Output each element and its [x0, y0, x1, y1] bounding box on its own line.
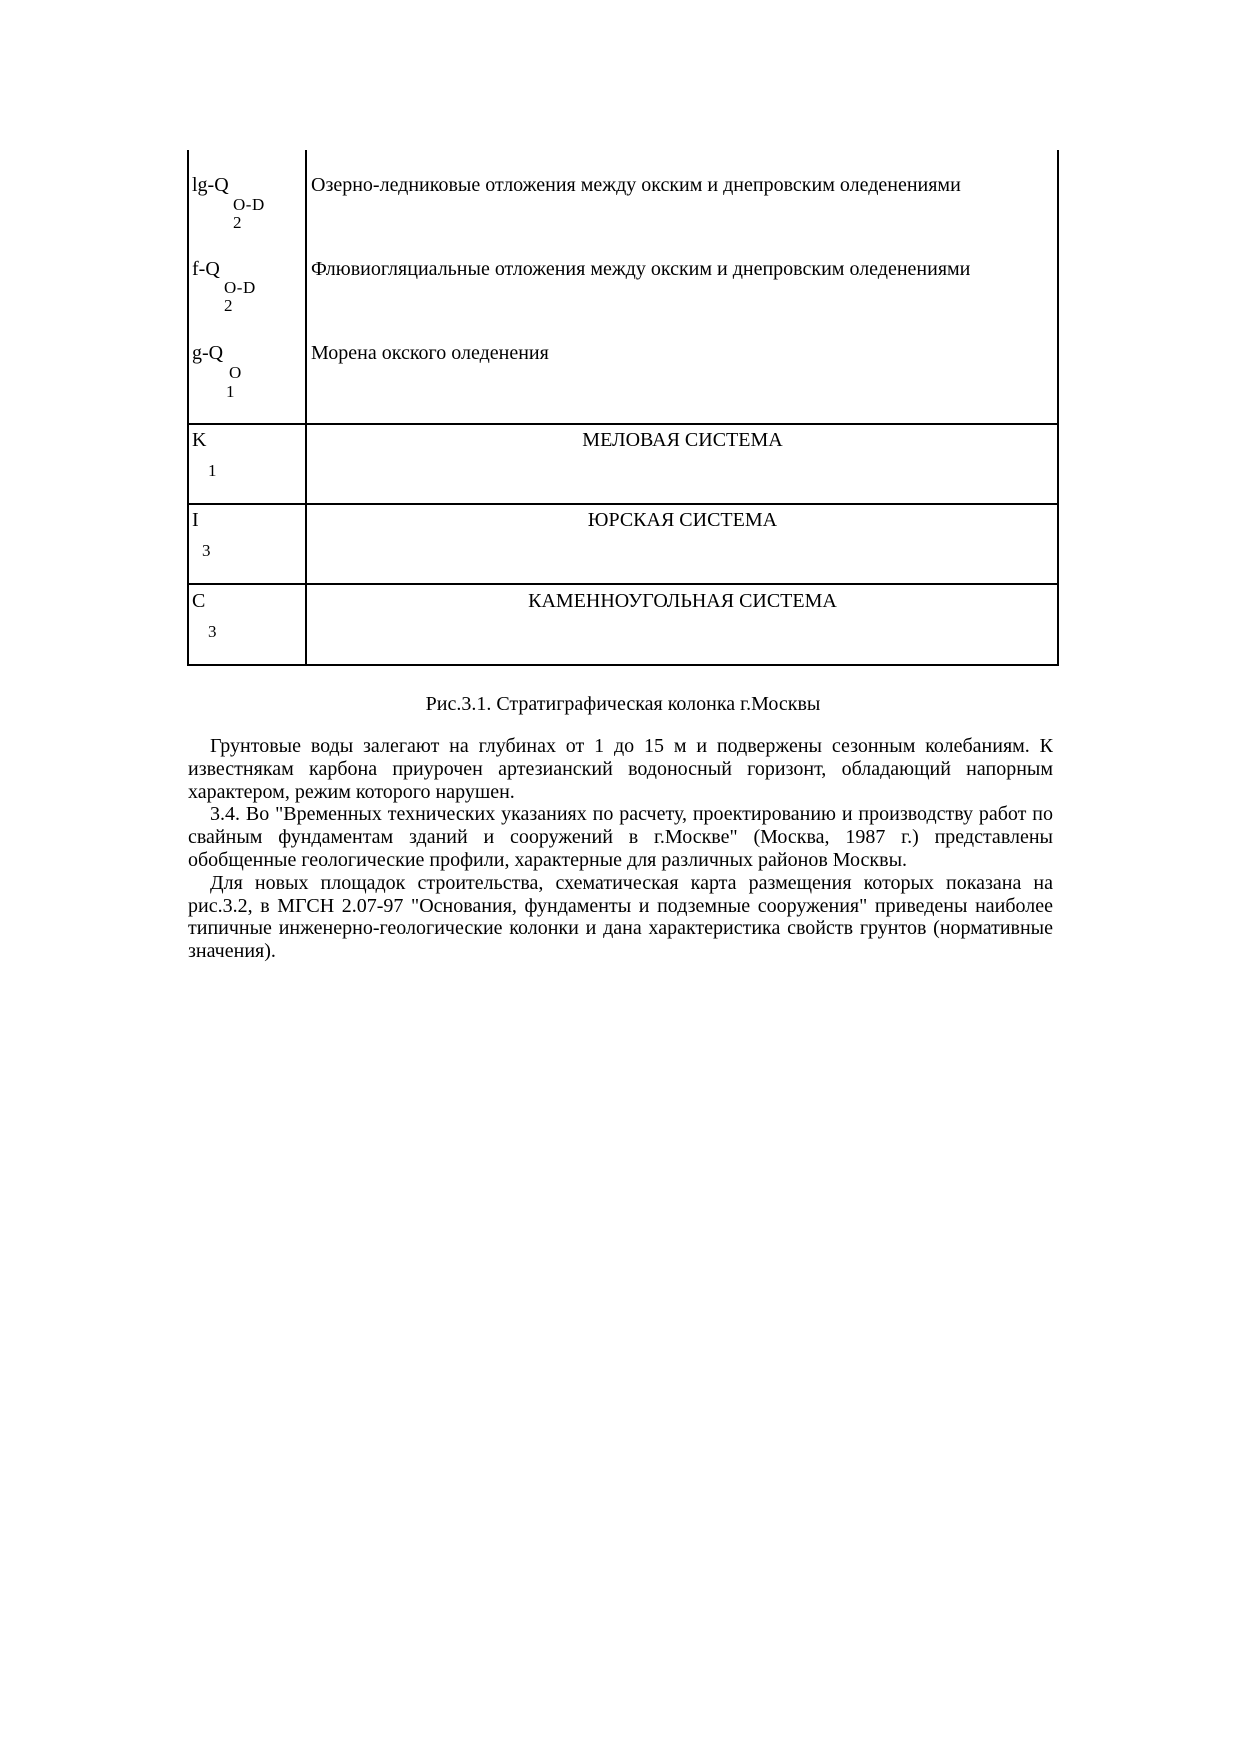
table-row-divider	[187, 583, 1059, 585]
index-subscript: O-D	[233, 195, 265, 214]
table-row-divider	[187, 503, 1059, 505]
table-column-divider	[305, 150, 307, 666]
index-subscript: 3	[202, 541, 211, 560]
layer-description: Озерно-ледниковые отложения между окским и днепровским оледенениями	[311, 174, 961, 196]
table-border-left	[187, 150, 189, 666]
index-subscript: 1	[208, 461, 217, 480]
figure-caption: Рис.3.1. Стратиграфическая колонка г.Москвы	[425, 693, 821, 715]
stratigraphic-index: C	[192, 590, 206, 612]
paragraph: Грунтовые воды залегают на глубинах от 1 до 15 м и подвержены сезонным колебаниям. К известнякам карбона приурочен артезианский водоносный горизонт, обладающий напорным характером, режим которого нарушен.	[188, 735, 1053, 803]
paragraph: Для новых площадок строительства, схематическая карта размещения которых показана на рис.3.2, в МГСН 2.07-97 "Основания, фундаменты и подземные сооружения" приведены наиболее типичные инженерно-геологические колонки и дана характеристика свойств грунтов (нормативные значения).	[188, 871, 1053, 963]
index-subscript: O	[229, 363, 242, 382]
table-border-right	[1057, 150, 1059, 666]
system-name: ЮРСКАЯ СИСТЕМА	[587, 509, 778, 531]
stratigraphic-index: K	[192, 429, 207, 451]
body-text	[188, 735, 1053, 963]
paragraph: 3.4. Во "Временных технических указаниях по расчету, проектированию и производству работ по свайным фундаментам зданий и сооружений в г.Москве" (Москва, 1987 г.) представлены обобщенные геологические профили, характерные для различных районов Москвы.	[188, 803, 1053, 871]
index-subscript: O-D	[224, 278, 256, 297]
system-name: КАМЕННОУГОЛЬНАЯ СИСТЕМА	[528, 590, 837, 612]
layer-description: Флювиогляциальные отложения между окским и днепровским оледенениями	[311, 258, 971, 280]
index-subscript: 2	[224, 296, 233, 315]
index-subscript: 2	[233, 213, 242, 232]
table-row-divider	[187, 423, 1059, 425]
stratigraphic-column-table	[187, 150, 1059, 666]
index-subscript: 3	[208, 622, 217, 641]
table-border-bottom	[187, 664, 1059, 666]
index-subscript: 1	[226, 382, 235, 401]
system-name: МЕЛОВАЯ СИСТЕМА	[582, 429, 783, 451]
stratigraphic-index: g-Q	[192, 342, 224, 364]
stratigraphic-index: lg-Q	[192, 174, 229, 196]
stratigraphic-index: I	[192, 509, 199, 531]
stratigraphic-index: f-Q	[192, 258, 220, 280]
layer-description: Морена окского оледенения	[311, 342, 549, 364]
